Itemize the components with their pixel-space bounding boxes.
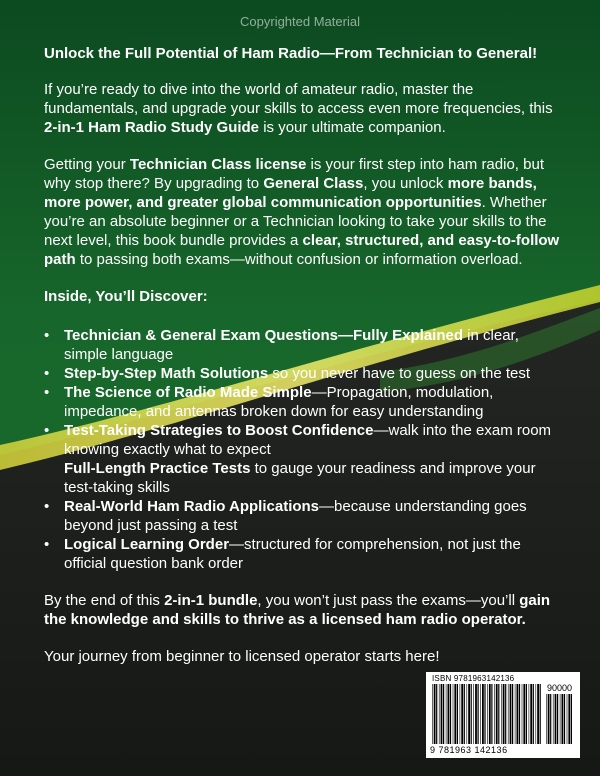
- barcode-bars-icon: [432, 684, 542, 744]
- blurb-text: [44, 44, 564, 666]
- feature-list: [44, 326, 564, 573]
- list-item: • Test-Taking Strategies to Boost Confidence—walk into the exam room knowing exactly what to expect: [44, 421, 564, 459]
- headline: Unlock the Full Potential of Ham Radio—From Technician to General!: [44, 45, 538, 62]
- list-item: • Logical Learning Order—structured for comprehension, not just the official question bank order: [44, 535, 564, 573]
- list-item: • The Science of Radio Made Simple—Propagation, modulation, impedance, and antennas broken down for easy understanding: [44, 383, 564, 421]
- list-item: • Real-World Ham Radio Applications—because understanding goes beyond just passing a test: [44, 497, 564, 535]
- list-item: • Technician & General Exam Questions—Fully Explained in clear, simple language: [44, 326, 564, 364]
- list-item: Full-Length Practice Tests to gauge your readiness and improve your test-taking skills: [64, 460, 536, 496]
- closing-paragraph: By the end of this 2-in-1 bundle, you won’t just pass the exams—you’ll gain the knowledge and skills to thrive as a licensed ham radio operator.: [44, 592, 551, 628]
- list-item: • Step-by-Step Math Solutions so you never have to guess on the test: [44, 364, 564, 383]
- discover-heading: Inside, You’ll Discover:: [44, 288, 208, 305]
- isbn-barcode: [426, 672, 580, 758]
- final-line: Your journey from beginner to licensed operator starts here!: [44, 648, 440, 665]
- barcode-digits: 9 781963 142136: [430, 745, 508, 755]
- isbn-number: ISBN 9781963142136: [432, 674, 515, 683]
- copyright-watermark: Copyrighted Material: [240, 14, 360, 29]
- barcode-addon-bars-icon: [546, 694, 574, 744]
- intro-paragraph: If you’re ready to dive into the world of amateur radio, master the fundamentals, and upgrade your skills to access even more frequencies, this 2-in-1 Ham Radio Study Guide is your ultimate companion.: [44, 81, 553, 136]
- upgrade-paragraph: Getting your Technician Class license is your first step into ham radio, but why stop there? By upgrading to General Class, you unlock more bands, more power, and greater global communication opportunities. Whether you’re an absolute beginner or a Technician looking to take your skills to the next level, this book bundle provides a clear, structured, and easy-to-follow path to passing both exams—without confusion or information overload.: [44, 156, 560, 268]
- price-code: 90000: [546, 683, 572, 693]
